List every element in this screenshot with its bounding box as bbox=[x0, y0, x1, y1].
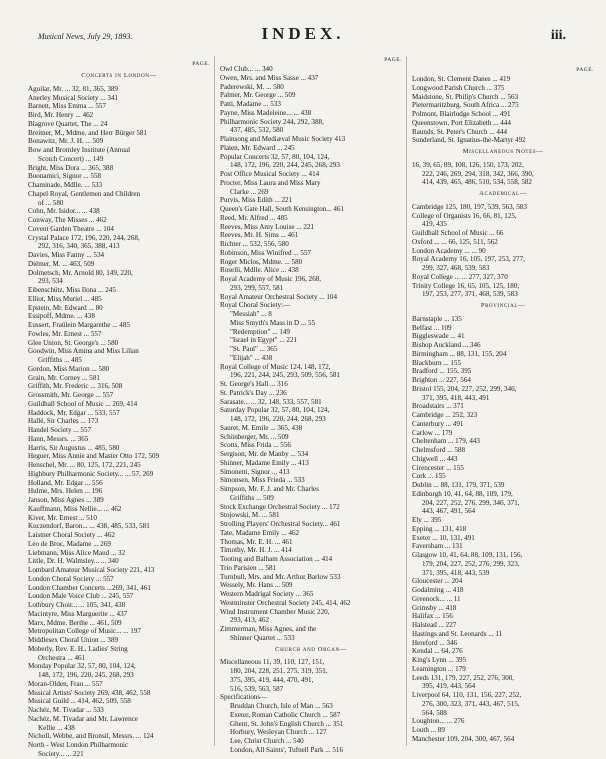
index-entry: London Academy ... ... 90 bbox=[412, 246, 486, 255]
index-entry: Griffith, Mr. Frederic ... 316, 508 bbox=[28, 382, 123, 391]
index-entry: Tate, Madame Emily ... 462 bbox=[220, 528, 300, 537]
index-entry: Procter, Miss Laura and Miss Mary bbox=[220, 178, 321, 187]
index-entry: Metropolitan College of Music... ... 197 bbox=[28, 627, 141, 636]
index-entry: Epstein, Mr. Edward ... 80 bbox=[28, 303, 103, 312]
index-entry: Eibenschütz, Miss Ilona ... 245 bbox=[28, 286, 116, 294]
index-entry: Eussert, Fraülein Margarethe ... 485 bbox=[28, 321, 130, 329]
index-entry: 564, 588 bbox=[422, 708, 447, 717]
index-entry: Orchestra ... 461 bbox=[38, 653, 86, 662]
entry-list bbox=[412, 315, 594, 744]
index-entry: Simpson, Mr. F. J. and Mr. Charles bbox=[220, 485, 319, 493]
index-entry: Patti, Madame ... 533 bbox=[220, 100, 281, 108]
index-entry: Trinity College 16, 65, 105, 125, 180, bbox=[412, 281, 520, 290]
index-entry: Biggleswade ... 41 bbox=[412, 332, 465, 341]
index-column-1 bbox=[28, 60, 210, 759]
index-entry: Loughton... ... 276 bbox=[412, 717, 465, 726]
index-entry: Kauffmann, Miss Nellie... ... 462 bbox=[28, 504, 122, 513]
index-entry: Heguer, Miss Annie and Master Otto 172, 509 bbox=[28, 452, 160, 461]
index-entry: Shinner, Madame Emily ... 413 bbox=[220, 458, 309, 467]
index-entry: 179, 204, 227, 252, 276, 299, 323, bbox=[422, 559, 520, 568]
index-entry: Laistner Choral Society ... 462 bbox=[28, 531, 115, 539]
index-entry: Ghent, St. John's English Church ... 351 bbox=[230, 719, 344, 728]
index-entry: Kellie ... 438 bbox=[38, 723, 75, 732]
index-entry: Lee, Christ Church ... 540 bbox=[230, 737, 304, 745]
index-entry: 371, 395, 418, 443, 491 bbox=[422, 393, 490, 402]
entry-list bbox=[220, 658, 402, 754]
entry-list bbox=[220, 65, 402, 643]
index-entry: Harris, Sir Augustus ... 485, 580 bbox=[28, 443, 120, 452]
index-entry: Wind Instrument Chamber Music 220, bbox=[220, 607, 330, 616]
index-entry: Hallé, Sir Charles ... 173 bbox=[28, 417, 99, 426]
section-heading-concerts: Concerts in London— bbox=[81, 72, 157, 79]
index-entry: Nachéz, M. Tivadar and Mr. Lawrence bbox=[28, 714, 138, 723]
index-entry: Miss Smyth's Mass in D ... 55 bbox=[230, 318, 316, 327]
index-entry: 516, 539, 563, 587 bbox=[230, 684, 284, 693]
index-entry: 437, 485, 532, 580 bbox=[230, 126, 284, 135]
index-entry: Thomas, Mr. E. H. ... 461 bbox=[220, 537, 293, 546]
index-entry: King's Lynn ... 395 bbox=[412, 656, 467, 664]
column-rule-2 bbox=[406, 56, 407, 746]
index-entry: Little, Dr. H. Walmsley... ... 340 bbox=[28, 557, 119, 566]
index-entry: London Chamber Concerts ...269, 341, 461 bbox=[28, 583, 151, 592]
index-entry: Halstead ... 227 bbox=[412, 621, 457, 629]
index-entry: Breitner, M., Mdme. and Herr Bürger 581 bbox=[28, 128, 147, 137]
index-entry: 180, 204, 228, 251, 275, 319, 351, bbox=[230, 667, 328, 675]
index-entry: Scotts, Miss Frida ... 556 bbox=[220, 441, 291, 450]
index-entry: Cambridge ... 252, 323 bbox=[412, 411, 478, 419]
index-entry: Belfast ... 109 bbox=[412, 323, 452, 332]
index-entry: Blackburn ... 155 bbox=[412, 358, 462, 367]
index-entry: "St. Paul" ... 365 bbox=[230, 345, 278, 353]
index-entry: Marx, Mdme. Berthe ... 461, 509 bbox=[28, 618, 122, 627]
index-entry: London Choral Society ... 557 bbox=[28, 574, 114, 583]
index-entry: Epping ... 131, 418 bbox=[412, 524, 467, 533]
index-entry: Clarke ... 269 bbox=[230, 187, 269, 196]
index-entry: Raunds, St. Peter's Church ... 444 bbox=[412, 127, 508, 136]
index-entry: Hereford ... 346 bbox=[412, 638, 458, 647]
index-entry: 16, 39, 65, 89, 108, 126, 150, 173, 202, bbox=[412, 160, 524, 169]
index-entry: Glee Union, St. George's ... 580 bbox=[28, 338, 119, 347]
index-entry: Fowles, Mr. Ernest ... 557 bbox=[28, 329, 102, 338]
index-entry: Griffiths ... 485 bbox=[38, 356, 82, 364]
index-entry: Zimmerman, Miss Agnes, and the bbox=[220, 625, 317, 633]
index-entry: Royal Academy of Music 196, 268, bbox=[220, 275, 322, 283]
index-entry: Bonawitz, Mr. J. H. ... 509 bbox=[28, 137, 104, 146]
index-entry: 414, 439, 465, 486, 510, 534, 558, 582 bbox=[422, 178, 532, 187]
index-entry: Bristol 155, 204, 227, 252, 299, 346, bbox=[412, 384, 517, 393]
index-entry: Hastings and St. Leonards ... 11 bbox=[412, 629, 503, 638]
index-entry: Canterbury ... 491 bbox=[412, 419, 464, 428]
index-entry: Stock Exchange Orchestral Society ... 172 bbox=[220, 502, 340, 511]
index-entry: London, All Saints', Tufnell Park ... 516 bbox=[230, 745, 344, 754]
index-entry: Queen's Gate Hall, South Kensington... 461 bbox=[220, 205, 345, 213]
index-entry: Carlow ... 179 bbox=[412, 428, 453, 437]
index-entry: Lothbury Choir... ... 105, 341, 438 bbox=[28, 601, 126, 609]
index-entry: 148, 172, 196, 220, 244, 245, 268, 293 bbox=[230, 161, 340, 170]
index-entry: Aguilar, Mr. ... 32, 81, 365, 389 bbox=[28, 84, 118, 93]
index-entry: Barnstaple ... 135 bbox=[412, 314, 462, 323]
index-entry: Lombard Amateur Musical Society 221, 413 bbox=[28, 566, 155, 574]
index-entry: Highbury Philharmonic Society... ... 57, 269 bbox=[28, 469, 154, 478]
index-entry: Westminster Orchestral Society 245, 414, 462 bbox=[220, 598, 351, 607]
index-entry: 148, 172, 196, 220, 245, 268, 293 bbox=[38, 671, 134, 679]
index-entry: Guildhall School of Music ... 66 bbox=[412, 229, 504, 237]
index-entry: Purvis, Miss Edith ... 221 bbox=[220, 196, 293, 205]
index-entry: Nicholl, Webbe, and Bronsil, Messrs. ... 124 bbox=[28, 732, 154, 741]
index-entry: Pietermaritzburg, South Africa ... 275 bbox=[412, 101, 519, 110]
index-entry: Grossmith, Mr. George ... 557 bbox=[28, 391, 114, 399]
index-entry: Scotch Concert) ... 149 bbox=[38, 154, 104, 163]
index-entry: Queenstown, Port Elizabeth ... 444 bbox=[412, 118, 511, 127]
index-column-2 bbox=[220, 56, 402, 755]
index-entry: Bright, Miss Dora ... 365, 388 bbox=[28, 163, 114, 172]
index-entry: Sauret, M. Emile ... 365, 438 bbox=[220, 423, 303, 432]
index-entry: "Messiah" ... 8 bbox=[230, 310, 272, 318]
index-entry: Paderewski, M. ... 580 bbox=[220, 82, 284, 91]
page-number: iii. bbox=[550, 28, 566, 43]
index-entry: Trio Parisien ... 581 bbox=[220, 563, 277, 572]
index-entry: Dolmetsch, Mr. Arnold 80, 149, 220, bbox=[28, 268, 133, 277]
section-heading-provincial: Provincial— bbox=[480, 302, 526, 309]
index-entry: Hann, Messrs. ... 365 bbox=[28, 434, 89, 443]
index-entry: Bishop Auckland ... 346 bbox=[412, 341, 481, 349]
index-entry: Haddock, Mr. Edgar ... 533, 557 bbox=[28, 408, 120, 417]
index-entry: Brighton ... 227, 564 bbox=[412, 376, 471, 384]
section-heading-academical: Academical— bbox=[479, 190, 527, 197]
entry-list bbox=[412, 75, 594, 145]
index-entry: London Male Voice Club ... 245, 557 bbox=[28, 592, 134, 601]
page-header bbox=[0, 0, 606, 48]
index-entry: Greenock... ... 11 bbox=[412, 594, 461, 603]
index-entry: Holland, Mr. Edgar ... 556 bbox=[28, 478, 103, 487]
index-entry: Specifications— bbox=[220, 693, 268, 702]
index-entry: Bow and Bromley Institute (Annual bbox=[28, 146, 131, 154]
index-entry: Janson, Miss Agnes ... 389 bbox=[28, 496, 104, 504]
page-column-label: PAGE. bbox=[576, 67, 594, 73]
index-entry: Chelmsford ... 588 bbox=[412, 446, 466, 454]
index-entry: 148, 172, 196, 220, 244, 268, 293 bbox=[230, 415, 326, 423]
index-entry: Broadstairs ... 371 bbox=[412, 402, 464, 411]
index-entry: 292, 316, 340, 365, 388, 413 bbox=[38, 242, 120, 251]
index-entry: Halifax ... 156 bbox=[412, 612, 453, 621]
index-column-3 bbox=[412, 66, 594, 744]
index-entry: Popular Concerts 32, 57, 80, 104, 124, bbox=[220, 152, 330, 161]
index-entry: "Israel in Egypt" ... 221 bbox=[230, 336, 298, 345]
index-entry: Stojowski, M. ... 581 bbox=[220, 511, 280, 520]
index-entry: Philharmonic Society 244, 292, 388, bbox=[220, 117, 324, 126]
index-entry: Wessely, Mr. Hans ... 509 bbox=[220, 581, 293, 590]
index-entry: Owl Club... ... 340 bbox=[220, 65, 273, 73]
index-entry: Gordon, Miss Marion ... 580 bbox=[28, 364, 110, 373]
index-entry: Bradford ... 155, 395 bbox=[412, 367, 472, 376]
index-entry: 293, 413, 462 bbox=[230, 616, 270, 625]
index-entry: Cork ... 155 bbox=[412, 472, 446, 481]
index-entry: Royal College ... ... 277, 327, 370 bbox=[412, 272, 508, 281]
index-entry: Simonetti, Signor ... 413 bbox=[220, 467, 290, 476]
index-entry: Leamington ... 179 bbox=[412, 664, 466, 673]
index-entry: Birmingham ... 88, 131, 155, 204 bbox=[412, 349, 507, 358]
index-entry: Oxford ... ... 66, 125, 511, 562 bbox=[412, 237, 498, 246]
index-entry: Chigwell ... 443 bbox=[412, 454, 458, 463]
index-entry: Henschel, Mr. ... 80, 125, 172, 221, 245 bbox=[28, 461, 141, 469]
index-entry: Guildhall School of Music ... 269, 414 bbox=[28, 399, 138, 408]
index-entry: North - West London Philharmonic bbox=[28, 741, 129, 749]
index-entry: Horbury, Wesleyan Church ... 127 bbox=[230, 728, 327, 737]
index-entry: Robinson, Miss Winifred ... 557 bbox=[220, 248, 312, 257]
index-entry: Royal Academy 16, 105, 197, 253, 277, bbox=[412, 255, 525, 264]
index-entry: 419, 435 bbox=[422, 220, 447, 229]
index-entry: College of Organists 16, 66, 81, 125, bbox=[412, 211, 517, 220]
index-entry: Owen, Mrs. and Miss Sasse ... 437 bbox=[220, 73, 319, 82]
index-entry: Dublin ... 88, 131, 179, 371, 539 bbox=[412, 481, 505, 489]
index-entry: of ... 580 bbox=[38, 198, 64, 207]
index-entry: Blagrove Quartet, The ... 24 bbox=[28, 119, 108, 128]
index-entry: 299, 327, 468, 539, 583 bbox=[422, 264, 490, 272]
index-entry: 197, 253, 277, 371, 468, 539, 583 bbox=[422, 290, 518, 299]
index-entry: 375, 395, 419, 444, 470, 491, bbox=[230, 675, 314, 684]
index-entry: Manchester 109, 204, 300, 467, 564 bbox=[412, 734, 515, 743]
index-entry: Bird, Mr. Henry ... 462 bbox=[28, 111, 94, 119]
index-entry: Godalming ... 418 bbox=[412, 586, 464, 594]
section-heading-church: Church and Organ— bbox=[275, 645, 347, 653]
page-column-label: PAGE. bbox=[192, 61, 210, 67]
index-entry: Hulme, Mrs. Helen ... 196 bbox=[28, 487, 103, 496]
index-entry: Glasgow 10, 41, 64, 88, 109, 131, 156, bbox=[412, 551, 523, 559]
index-entry: St. George's Hall ... 316 bbox=[220, 380, 288, 388]
index-entry: Elliot, Miss Muriel ... 485 bbox=[28, 294, 102, 303]
index-entry: 293, 299, 557, 581 bbox=[230, 283, 284, 292]
index-entry: Reed, Mr. Alfred ... 485 bbox=[220, 213, 288, 222]
index-entry: Roselli, Mdlle. Alice ... 438 bbox=[220, 266, 299, 275]
index-entry: Reeves, Miss Amy Louise ... 221 bbox=[220, 222, 314, 231]
index-entry: Miscellaneous 11, 39, 110, 127, 151, bbox=[220, 658, 325, 667]
index-entry: Musical Artists' Society 269, 438, 462, 558 bbox=[28, 688, 151, 697]
index-entry: Liverpool 64, 110, 131, 156, 227, 252, bbox=[412, 691, 522, 699]
index-entry: Grain, Mr. Corney ... 581 bbox=[28, 373, 100, 382]
index-entry: Sarasate... ... 32, 148, 533, 557, 581 bbox=[220, 397, 322, 406]
index-entry: Gloucester ... 204 bbox=[412, 577, 463, 586]
entry-list bbox=[412, 203, 594, 299]
index-entry: Nachéz, M. Tivadar ... 533 bbox=[28, 706, 104, 714]
index-entry: Leo de Broc, Madame ... 269 bbox=[28, 539, 111, 548]
index-entry: Crystal Palace 172, 196, 220, 244, 268, bbox=[28, 233, 140, 242]
index-entry: Moran-Olden, Frau ... 557 bbox=[28, 679, 103, 688]
index-entry: Kendal ... 64, 276 bbox=[412, 647, 463, 656]
index-entry: 371, 395, 418, 443, 539 bbox=[422, 568, 490, 577]
index-entry: Cohn, Mr. Isidor... ... 438 bbox=[28, 207, 100, 216]
entry-list bbox=[412, 161, 594, 187]
index-entry: Moberly, Rev. E. H., Ladies' String bbox=[28, 644, 128, 653]
index-entry: Kuczendorf, Baron... ... 438, 485, 533, 581 bbox=[28, 522, 150, 531]
index-entry: Kiver, Mr. Ernest ... 510 bbox=[28, 513, 97, 522]
index-entry: Simonsen, Miss Frieda ... 533 bbox=[220, 476, 305, 485]
index-entry: Palmer, Mr. George ... 509 bbox=[220, 91, 296, 100]
index-entry: Leeds 131, 179, 227, 252, 276, 300, bbox=[412, 673, 515, 682]
column-rule-1 bbox=[214, 56, 215, 746]
index-entry: Payne, Miss Madeleine... ... 438 bbox=[220, 108, 312, 117]
index-entry: Sergison, Mr. de Manby ... 534 bbox=[220, 450, 309, 458]
index-entry: Post Office Musical Society ... 414 bbox=[220, 170, 320, 178]
index-entry: Reeves, Mr. H. Sims ... 461 bbox=[220, 231, 299, 240]
index-entry: Turnbull, Mrs. and Mr. Arthur Barlow 533 bbox=[220, 572, 341, 581]
index-entry: Diémer, M. ... 463, 509 bbox=[28, 259, 95, 268]
index-entry: Conway, The Misses ... 462 bbox=[28, 216, 107, 224]
index-entry: Bruddan Church, Isle of Man ... 563 bbox=[230, 702, 333, 710]
index-entry: Edinburgh 10, 41, 64, 88, 109, 179, bbox=[412, 489, 513, 498]
index-entry: Exeter ... 10, 131, 491 bbox=[412, 533, 475, 542]
index-entry: 276, 300, 323, 371, 443, 467, 515, bbox=[422, 699, 520, 708]
index-entry: Richter ... 532, 556, 580 bbox=[220, 240, 289, 248]
index-entry: Polmont, Blairlodge School ... 491 bbox=[412, 110, 511, 118]
index-entry: Roger Miclos, Mdme. ... 580 bbox=[220, 257, 303, 266]
index-entry: Shinner Quartet ... 533 bbox=[230, 633, 295, 642]
index-entry: Griffiths ... 509 bbox=[230, 493, 274, 502]
index-entry: 443, 467, 491, 564 bbox=[422, 507, 476, 516]
index-entry: St. Patrick's Day ... 236 bbox=[220, 388, 287, 397]
index-entry: Essipoff, Mdme. ... 438 bbox=[28, 312, 95, 321]
index-entry: Cheltenham ... 179, 443 bbox=[412, 437, 480, 446]
index-entry: Davies, Miss Fanny ... 534 bbox=[28, 251, 105, 259]
index-entry: Louth ... 89 bbox=[412, 726, 445, 734]
index-entry: Royal Amateur Orchestral Society ... 104 bbox=[220, 292, 338, 301]
index-entry: 395, 419, 443, 564 bbox=[422, 682, 476, 691]
index-entry: Society... ... 221 bbox=[38, 749, 84, 758]
index-entry: Strolling Players' Orchestral Society... 461 bbox=[220, 520, 341, 528]
page-column-label: PAGE. bbox=[384, 57, 402, 63]
index-entry: 293, 534 bbox=[38, 277, 63, 286]
index-entry: Platen, Mr. Edward ... 245 bbox=[220, 143, 295, 152]
index-entry: Anerley Musical Society ... 341 bbox=[28, 93, 119, 102]
index-entry: Grimsby ... 418 bbox=[412, 603, 457, 612]
index-entry: 222, 246, 269, 294, 318, 342, 366, 390, bbox=[422, 169, 534, 178]
index-entry: Exeter, Roman Catholic Church ... 587 bbox=[230, 710, 341, 719]
index-entry: Longwood Parish Church ... 375 bbox=[412, 83, 505, 92]
index-entry: Monday Popular 32, 57, 80, 104, 124, bbox=[28, 662, 136, 671]
index-entry: Liebmann, Miss Alice Maud ... 32 bbox=[28, 548, 126, 557]
index-entry: Handel Society ... 557 bbox=[28, 426, 92, 434]
index-entry: Plainsong and Mediæval Music Society 413 bbox=[220, 135, 346, 143]
index-entry: Timothy, Mr. H. J. ... 414 bbox=[220, 546, 292, 555]
index-entry: Macintyre, Miss Marguerite ... 437 bbox=[28, 609, 128, 618]
index-entry: Sunderland, St. Ignatius-the-Martyr 492 bbox=[412, 136, 526, 145]
index-entry: Maidstone, St. Philip's Church ... 563 bbox=[412, 92, 519, 101]
index-entry: "Elijah" ... 438 bbox=[230, 353, 273, 362]
index-entry: Middlesex Choral Union ... 389 bbox=[28, 636, 119, 644]
index-entry: Chaminade, Mdlle. ... 533 bbox=[28, 181, 103, 189]
index-entry: Tooting and Balham Association ... 414 bbox=[220, 555, 333, 563]
index-entry: Covent Garden Theatre ... 104 bbox=[28, 224, 114, 233]
index-entry: Musical Guild ... 414, 462, 509, 558 bbox=[28, 697, 131, 706]
index-entry: Cambridge 125, 180, 197, 539, 563, 583 bbox=[412, 202, 527, 211]
page-title: INDEX. bbox=[261, 24, 345, 43]
index-entry: Schönberger, Mr. ... 509 bbox=[220, 432, 289, 441]
index-entry: "Redemption" ... 149 bbox=[230, 327, 290, 336]
index-entry: Goodwin, Miss Amina and Miss Lilian bbox=[28, 347, 139, 356]
index-entry: 196, 221, 244, 245, 293, 509, 556, 581 bbox=[230, 371, 340, 380]
index-entry: Faversham ... 131 bbox=[412, 542, 463, 551]
index-entry: London, St. Clement Danes ... 419 bbox=[412, 75, 511, 83]
index-entry: Chapel Royal, Gentlemen and Children bbox=[28, 189, 141, 198]
index-entry: Western Madrigal Society ... 365 bbox=[220, 590, 314, 598]
index-entry: Royal College of Music 124, 148, 172, bbox=[220, 362, 331, 371]
running-head: Musical News, July 29, 1893. bbox=[38, 32, 133, 41]
section-heading-misc: Miscellaneous Notes— bbox=[462, 148, 544, 155]
index-entry: Cirencester ... 155 bbox=[412, 463, 464, 472]
index-entry: Buonamici, Signor ... 558 bbox=[28, 172, 102, 181]
index-entry: Barnett, Miss Emma ... 557 bbox=[28, 102, 107, 111]
index-entry: Royal Choral Society:— bbox=[220, 301, 291, 310]
index-entry: Ely ... 395 bbox=[412, 516, 442, 524]
index-entry: Saturday Popular 32, 57, 80, 104, 124, bbox=[220, 406, 330, 415]
index-entry: 204, 227, 252, 276, 299, 346, 371, bbox=[422, 498, 520, 507]
entry-list bbox=[28, 85, 210, 759]
